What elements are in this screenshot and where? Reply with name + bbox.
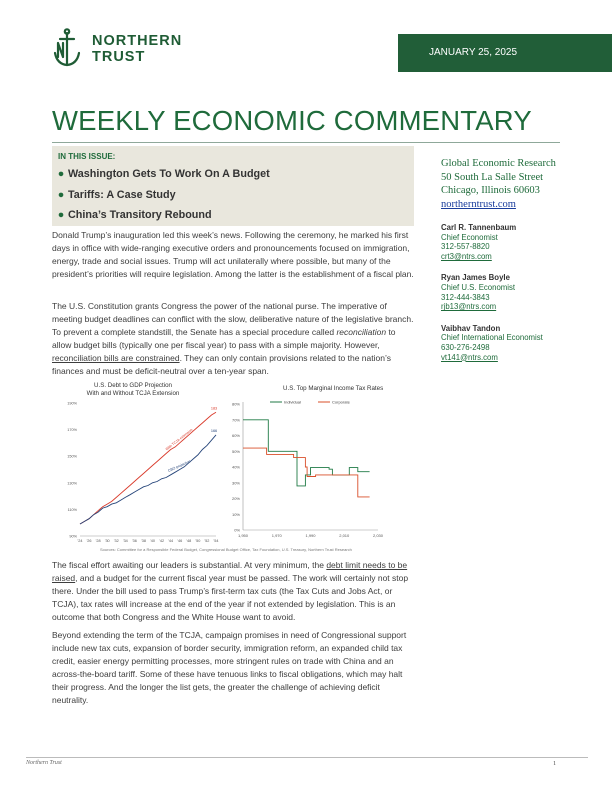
bullet-icon: ● — [57, 168, 65, 180]
x-tick-label: '42 — [159, 539, 165, 543]
date-banner — [398, 34, 612, 72]
x-tick-label: '52 — [204, 539, 210, 543]
y-tick-label: 0% — [234, 527, 240, 533]
y-tick-label: 10% — [231, 511, 240, 517]
issue-item-label: Washington Gets To Work On A Budget — [68, 168, 270, 180]
reconciliation-link[interactable]: reconciliation bills are constrained — [52, 352, 180, 363]
brand-name-line2: TRUST — [92, 49, 146, 65]
contact-title: Chief Economist — [441, 232, 498, 242]
org-line: Chicago, Illinois 60603 — [441, 185, 540, 196]
contact-name: Ryan James Boyle — [441, 273, 510, 283]
contact-title: Chief International Economist — [441, 333, 543, 343]
issue-heading: IN THIS ISSUE: — [58, 152, 116, 161]
paragraph-2 — [52, 300, 414, 377]
debt-limit-link[interactable]: debt limit needs to be raised — [52, 560, 408, 583]
y-tick-label: 170% — [67, 428, 77, 433]
x-tick-label: '40 — [150, 539, 156, 543]
org-line: Global Economic Research — [441, 158, 556, 169]
contact-name: Carl R. Tannenbaum — [441, 223, 517, 232]
org-line: 50 South La Salle Street — [441, 171, 544, 183]
chart-legend — [270, 400, 351, 405]
contact-name: Vaibhav Tandon — [441, 323, 501, 333]
paragraph-1: Donald Trump’s inauguration led this week’s news. Following the ceremony, he marked his first days in office with wide-ranging executive orders and pronouncements focused on immigration, energy, trade and social issues. Trump will act unilaterally where possible, but many of the president’s priorities will require legislation. Among the latter is the establishment of a fiscal plan. — [52, 230, 414, 279]
x-tick-label: 2,010 — [339, 533, 350, 538]
footer-brand: Northern Trust — [26, 760, 62, 766]
contact-card — [441, 273, 581, 311]
contact-email-link[interactable]: rjb13@ntrs.com — [441, 302, 497, 312]
chart-source-note: Sources: Committee for a Responsible Federal Budget, Congressional Budget Office, Tax Foundation, U.S. Treasury, Northern Trust Research — [100, 547, 352, 552]
x-tick-label: '28 — [95, 539, 101, 543]
northern-trust-logo — [52, 27, 192, 71]
x-tick-label: '46 — [177, 539, 183, 543]
chart-series — [80, 406, 217, 524]
contact-card — [441, 324, 581, 362]
issue-list — [54, 166, 270, 228]
page-number: 1 — [553, 760, 557, 767]
x-tick-label: '54 — [213, 539, 219, 543]
footer-divider — [26, 757, 588, 758]
bullet-icon: ● — [57, 209, 65, 221]
x-tick-label: '38 — [140, 539, 146, 543]
x-tick-label: '26 — [86, 539, 92, 543]
emphasis-term: reconciliation — [336, 326, 387, 337]
y-tick-label: 130% — [67, 481, 77, 486]
x-tick-label: '30 — [104, 539, 110, 543]
y-tick-label: 20% — [231, 496, 240, 501]
contact-email-link[interactable]: crt3@ntrs.com — [441, 251, 492, 261]
chart-title-line1: U.S. Debt to GDP Projection — [94, 382, 172, 389]
paragraph-4: Beyond extending the term of the TCJA, campaign promises in need of Congressional support include new tax cuts, expansion of border security, immigration reform, an expanded child tax credit, easier energy permitting processes, more stringent rules on trade with China and an across-the-board tariff. Some of these have tenuous links to fiscal obligations, which may halt their progress. And the longer the list gets, the greater the challenge of achieving deficit neutrality. — [52, 630, 407, 705]
series-line — [80, 412, 216, 524]
x-tick-label: '34 — [122, 539, 128, 543]
series-line — [80, 435, 216, 524]
legend-label: Individual — [284, 399, 301, 405]
issue-item-label: Tariffs: A Case Study — [68, 188, 176, 201]
y-tick-label: 80% — [231, 401, 240, 407]
issue-item[interactable] — [54, 207, 270, 228]
chart-title: U.S. Top Marginal Income Tax Rates — [283, 385, 384, 392]
x-tick-label: 1,990 — [305, 533, 316, 538]
website-link[interactable]: northerntrust.com — [441, 198, 516, 210]
text-run: The fiscal effort awaiting our leaders is substantial. At very minimum, the — [52, 560, 327, 570]
series-name-label: With TCJA extension — [164, 427, 194, 452]
text-run: . They can only contain provisions related to the nation’s finances and must be deficit-neutral over a ten-year span. — [52, 352, 391, 376]
y-tick-label: 60% — [231, 433, 240, 438]
y-tick-label: 50% — [231, 448, 240, 454]
x-tick-label: 2,030 — [372, 533, 384, 538]
x-tick-label: '24 — [77, 539, 83, 543]
contact-email-link[interactable]: vt141@ntrs.com — [441, 352, 498, 362]
in-this-issue-box — [52, 146, 414, 226]
y-tick-label: 30% — [231, 480, 240, 486]
chart-series — [243, 420, 370, 497]
x-tick-label: '32 — [113, 539, 119, 543]
series-line — [243, 448, 370, 497]
x-tick-label: '48 — [186, 539, 192, 543]
contact-phone: 312-444-3843 — [441, 292, 490, 302]
end-value-label: 183 — [210, 406, 218, 411]
series-name-label: CBO projection — [167, 459, 192, 473]
contact-phone: 630-276-2498 — [441, 342, 490, 352]
tax-rates-chart — [228, 378, 428, 546]
x-tick-label: '44 — [168, 539, 174, 543]
x-tick-label: '50 — [195, 539, 201, 543]
issue-item-label: China’s Transitory Rebound — [68, 209, 212, 221]
chart-axes — [67, 402, 218, 544]
title-divider — [52, 142, 560, 143]
contact-card — [441, 223, 581, 261]
page-title: WEEKLY ECONOMIC COMMENTARY — [52, 105, 532, 136]
text-run: The U.S. Constitution grants Congress the power of the national purse. The imperative of meeting budget deadlines can conflict with the slow, deliberative nature of the legislative branch. To prevent a complete standstill, the Senate has a special procedure called — [52, 301, 414, 337]
y-tick-label: 190% — [67, 401, 77, 406]
y-tick-label: 90% — [69, 534, 77, 539]
chart-axes — [231, 399, 384, 539]
debt-to-gdp-chart — [58, 378, 223, 546]
contact-sidebar — [441, 157, 581, 362]
y-tick-label: 110% — [67, 507, 77, 512]
contact-phone: 312-557-8820 — [441, 242, 490, 252]
y-tick-label: 70% — [231, 417, 240, 423]
x-tick-label: '36 — [131, 539, 137, 543]
text-run: , and a budget for the current fiscal year must be passed. The work will certainly not stop there. Under the bill used to pass Trump’s first-term tax cuts (the Tax Cuts and Jobs Act, or TCJA), tax rates will increase at the end of the year if not extended by legislation. This is an outcome that both Congress and the White House want to avoid. — [52, 572, 409, 622]
legend-label: Corporate — [332, 399, 350, 405]
issue-item[interactable] — [54, 187, 270, 208]
series-line — [243, 420, 370, 486]
org-address — [441, 157, 581, 211]
contact-title: Chief U.S. Economist — [441, 282, 516, 292]
text-run: to allow budget bills (typically one per fiscal year) to pass with a simple majority. However, — [52, 326, 396, 350]
chart-title-line2: With and Without TCJA Extension — [86, 390, 180, 397]
publication-date: JANUARY 25, 2025 — [429, 47, 518, 58]
y-tick-label: 40% — [231, 464, 240, 470]
y-tick-label: 150% — [67, 454, 77, 459]
x-tick-label: 1,970 — [271, 533, 282, 538]
bullet-icon: ● — [57, 188, 65, 201]
x-tick-label: 1,950 — [237, 533, 249, 538]
brand-name-line1: NORTHERN — [92, 33, 183, 49]
anchor-icon — [52, 27, 82, 69]
end-value-label: 166 — [210, 428, 218, 433]
issue-item[interactable] — [54, 166, 270, 187]
paragraph-3 — [52, 559, 414, 624]
